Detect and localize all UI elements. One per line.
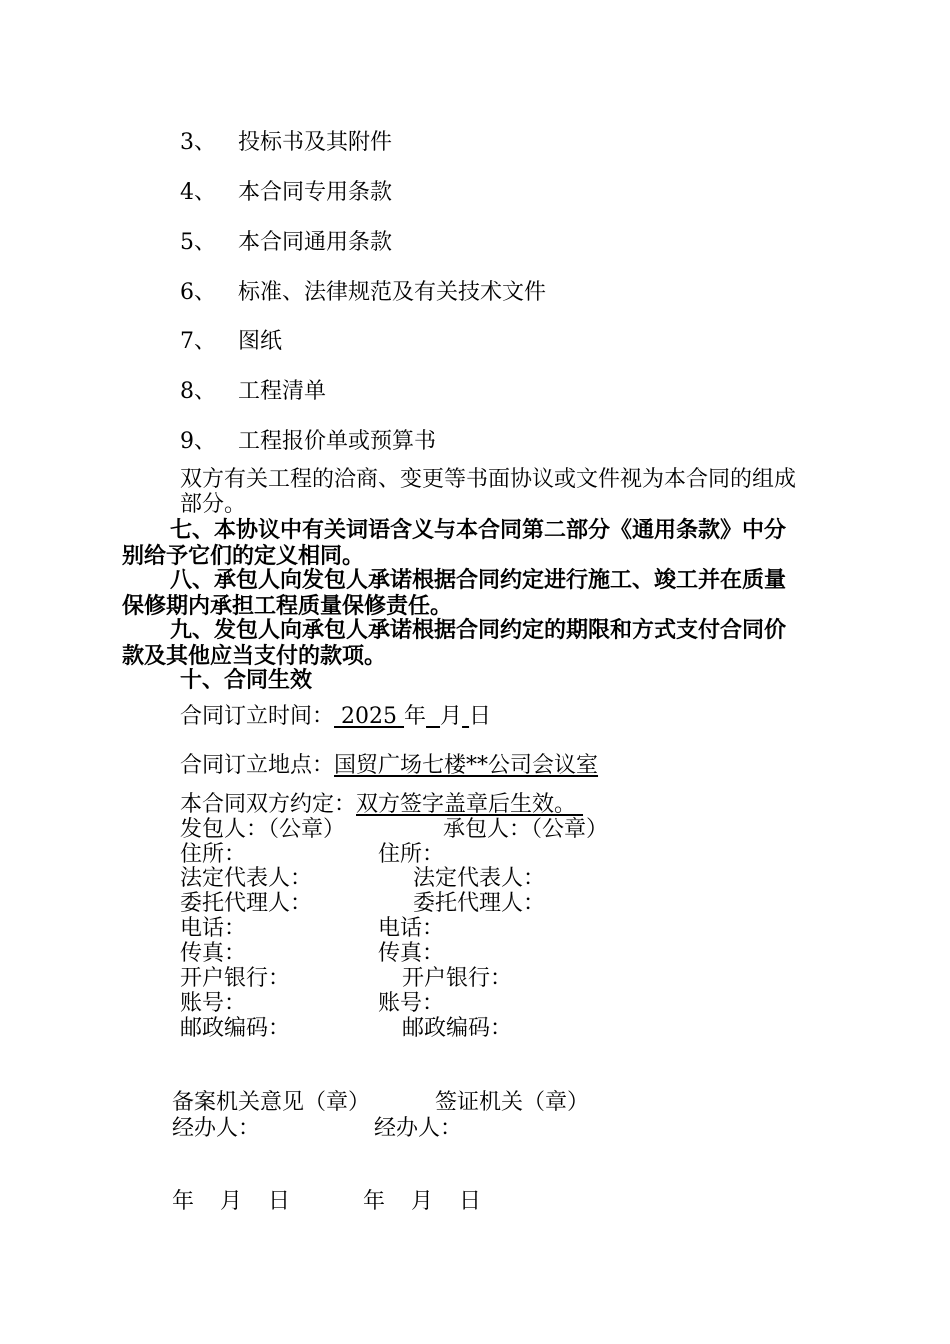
contractor-phone: 电话： (378, 916, 445, 941)
list-number: 8、 (180, 379, 216, 404)
employer-title: 发包人：（公章） (180, 817, 346, 842)
list-number: 3、 (180, 130, 216, 155)
day-blank (462, 704, 469, 729)
certifying-authority: 签证机关（章） (435, 1090, 590, 1115)
signing-time-row (180, 704, 491, 730)
contractor-account: 账号： (378, 991, 445, 1016)
filing-authority: 备案机关意见（章） (172, 1090, 371, 1115)
handler-right: 经办人： (374, 1116, 463, 1141)
signing-place-row (180, 753, 598, 779)
signing-place-label: 合同订立地点： (180, 753, 335, 778)
signing-year: 2025 (341, 704, 398, 729)
clause-eight-cont: 保修期内承担工程质量保修责任。 (122, 593, 453, 619)
employer-fax: 传真： (180, 941, 247, 966)
agreement-value: 双方签字盖章后生效。 (356, 792, 577, 817)
clause-seven: 七、本协议中有关词语含义与本合同第二部分《通用条款》中分 (170, 517, 787, 543)
month-blank (426, 704, 440, 729)
list-item: 投标书及其附件 (238, 130, 393, 155)
clause-nine-cont: 款及其他应当支付的款项。 (122, 643, 387, 669)
list-number: 7、 (180, 329, 216, 354)
contractor-fax: 传真： (378, 941, 445, 966)
agreement-row (180, 792, 583, 818)
contractor-legal-rep: 法定代表人： (413, 866, 546, 891)
handler-left: 经办人： (172, 1116, 261, 1141)
list-item: 标准、法律规范及有关技术文件 (238, 280, 547, 305)
list-number: 4、 (180, 180, 216, 205)
clause-ten-title: 十、合同生效 (180, 667, 313, 693)
date-month-left: 月 (220, 1189, 243, 1214)
contractor-title: 承包人：（公章） (443, 817, 609, 842)
employer-bank: 开户银行： (180, 966, 291, 991)
list-item: 本合同专用条款 (238, 180, 393, 205)
employer-address: 住所： (180, 842, 247, 867)
supplement-line: 部分。 (180, 492, 247, 517)
day-unit: 日 (469, 704, 492, 729)
contractor-address: 住所： (378, 842, 445, 867)
clause-nine: 九、发包人向承包人承诺根据合同约定的期限和方式支付合同价 (170, 617, 787, 643)
month-unit: 月 (440, 704, 463, 729)
employer-phone: 电话： (180, 916, 247, 941)
agreement-label: 本合同双方约定： (180, 792, 357, 817)
list-item: 工程报价单或预算书 (238, 429, 437, 454)
signing-time-label: 合同订立时间： (180, 704, 335, 729)
list-item: 图纸 (238, 329, 283, 354)
date-month-right: 月 (411, 1189, 434, 1214)
contractor-bank: 开户银行： (402, 966, 513, 991)
employer-postcode: 邮政编码： (180, 1016, 291, 1041)
clause-seven-cont: 别给予它们的定义相同。 (122, 543, 365, 569)
signing-place-value: 国贸广场七楼**公司会议室 (334, 753, 599, 778)
employer-agent: 委托代理人： (180, 891, 313, 916)
list-number: 5、 (180, 230, 216, 255)
date-year-left: 年 (172, 1189, 195, 1214)
list-item: 工程清单 (238, 379, 327, 404)
clause-eight: 八、承包人向发包人承诺根据合同约定进行施工、竣工并在质量 (170, 567, 787, 593)
date-year-right: 年 (363, 1189, 386, 1214)
employer-account: 账号： (180, 991, 247, 1016)
contractor-agent: 委托代理人： (413, 891, 546, 916)
contractor-postcode: 邮政编码： (402, 1016, 513, 1041)
list-item: 本合同通用条款 (238, 230, 393, 255)
date-day-right: 日 (459, 1189, 482, 1214)
date-day-left: 日 (268, 1189, 291, 1214)
list-number: 9、 (180, 429, 216, 454)
employer-legal-rep: 法定代表人： (180, 866, 313, 891)
supplement-line: 双方有关工程的洽商、变更等书面协议或文件视为本合同的组成 (180, 467, 797, 492)
year-unit: 年 (404, 704, 427, 729)
list-number: 6、 (180, 280, 216, 305)
